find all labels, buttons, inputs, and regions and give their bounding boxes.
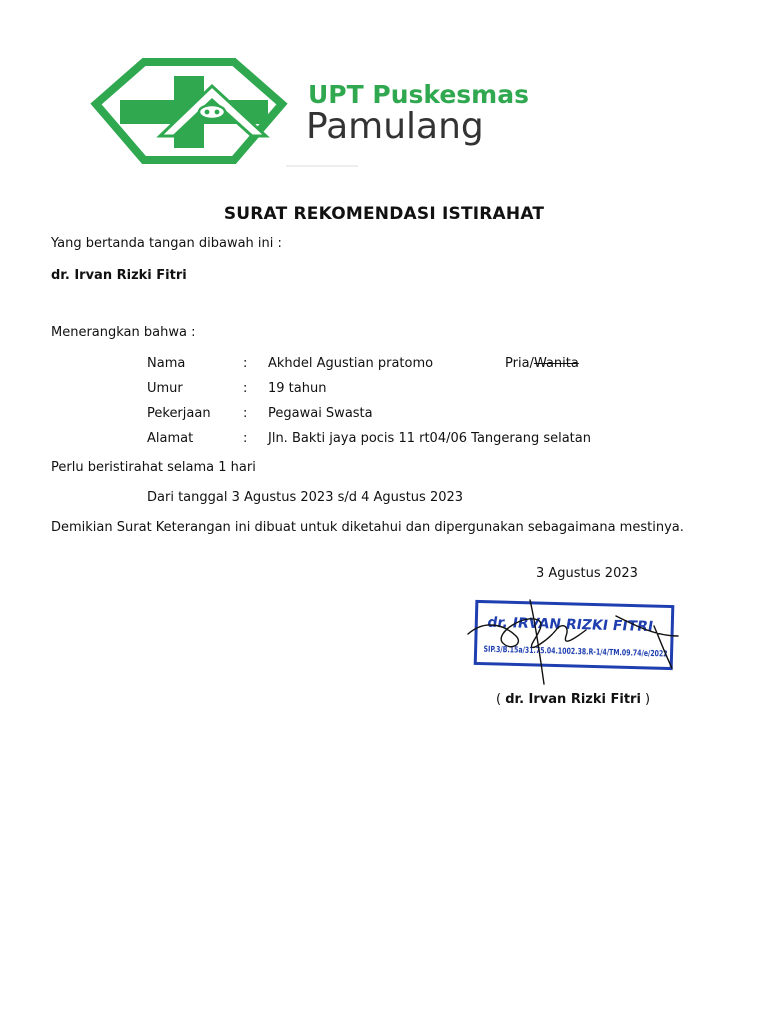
field-label-alamat: Alamat — [147, 431, 194, 446]
field-value-pekerjaan: Pegawai Swasta — [268, 406, 373, 421]
closing-text: Demikian Surat Keterangan ini dibuat untuk diketahui dan dipergunakan sebagaimana mestinya. — [51, 520, 684, 535]
field-sep-alamat: : — [243, 431, 248, 446]
field-label-pekerjaan: Pekerjaan — [147, 406, 211, 421]
letter-date: 3 Agustus 2023 — [536, 566, 638, 581]
field-label-umur: Umur — [147, 381, 183, 396]
field-label-nama: Nama — [147, 356, 186, 371]
menerangkan-text: Menerangkan bahwa : — [51, 325, 196, 340]
intro-text: Yang bertanda tangan dibawah ini : — [51, 236, 282, 251]
signature-scribble — [468, 600, 705, 684]
stamp-number: SIP.3/B.15a/31.75.04.1002.38.R-1/4/TM.09.74/e/2022 — [483, 643, 705, 660]
signatory-line — [496, 692, 650, 707]
field-sep-nama: : — [243, 356, 248, 371]
field-value-umur: 19 tahun — [268, 381, 327, 396]
field-sep-pekerjaan: : — [243, 406, 248, 421]
doctor-name: dr. Irvan Rizki Fitri — [51, 268, 187, 283]
signatory-name: dr. Irvan Rizki Fitri — [505, 692, 641, 707]
stamp-border — [475, 601, 705, 668]
field-value-alamat: Jln. Bakti jaya pocis 11 rt04/06 Tangerang selatan — [268, 431, 591, 446]
field-sep-umur: : — [243, 381, 248, 396]
stamp-name: dr. IRVAN RIZKI FITRI — [486, 614, 655, 636]
field-value-nama: Akhdel Agustian pratomo — [268, 356, 434, 371]
date-range-text: Dari tanggal 3 Agustus 2023 s/d 4 Agustus 2023 — [147, 490, 464, 505]
doctor-stamp-signature — [466, 596, 705, 684]
logo-line2: Pamulang — [306, 106, 484, 147]
document-title: SURAT REKOMENDASI ISTIRAHAT — [223, 204, 545, 224]
sig-open-paren: ( — [496, 692, 506, 707]
logo-line1: UPT Puskesmas — [308, 80, 529, 109]
rest-duration-text: Perlu beristirahat selama 1 hari — [51, 460, 256, 475]
sig-close-paren: ) — [640, 692, 651, 707]
gender-separator: / — [529, 356, 534, 371]
clinic-logo — [90, 56, 620, 168]
gender-female: Wanita — [533, 356, 579, 371]
gender-field — [505, 356, 579, 371]
gender-male: Pria — [505, 356, 530, 371]
